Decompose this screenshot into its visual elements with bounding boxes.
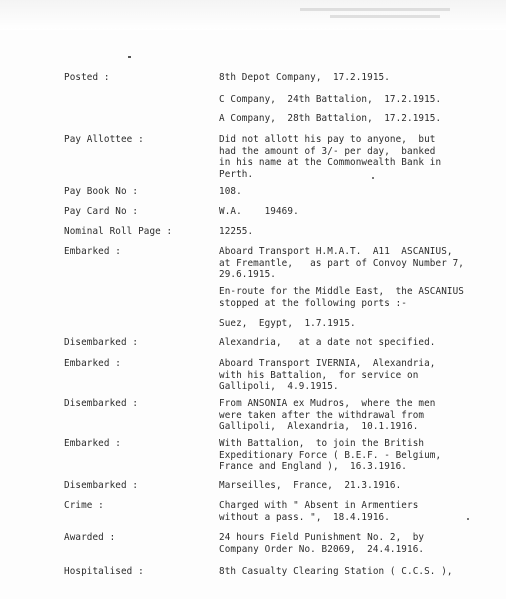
value-line: 12255.: [219, 226, 254, 237]
value-line: Aboard Transport IVERNIA, Alexandria,: [219, 358, 436, 369]
field-label: Awarded :: [64, 532, 116, 543]
field-label: Embarked :: [64, 358, 121, 369]
value-line: were taken after the withdrawal from: [219, 409, 425, 421]
value-line: Alexandria, at a date not specified.: [219, 337, 436, 348]
field-value: [219, 134, 441, 180]
stray-mark: [467, 518, 469, 520]
value-line: without a pass. ", 18.4.1916.: [219, 511, 390, 523]
value-line: 24 hours Field Punishment No. 2, by: [219, 532, 425, 543]
field-value: [219, 113, 441, 125]
value-line: Perth.: [219, 168, 254, 180]
value-line: 8th Depot Company, 17.2.1915.: [219, 72, 390, 83]
photocopy-top-edge: [0, 0, 506, 30]
value-line: Did not allott his pay to anyone, but: [219, 134, 436, 145]
field-label: Nominal Roll Page :: [64, 226, 173, 237]
stray-mark: [128, 56, 131, 58]
field-label: Disembarked :: [64, 480, 139, 491]
value-line: had the amount of 3/- per day, banked: [219, 145, 436, 157]
field-label: Pay Book No :: [64, 186, 139, 197]
field-value: [219, 318, 356, 330]
field-value: [219, 286, 464, 309]
value-line: From ANSONIA ex Mudros, where the men: [219, 398, 436, 409]
value-line: Suez, Egypt, 1.7.1915.: [219, 318, 356, 329]
value-line: Charged with " Absent in Armentiers: [219, 500, 419, 511]
value-line: at Fremantle, as part of Convoy Number 7,: [219, 257, 464, 269]
field-value: [219, 398, 436, 433]
value-line: 29.6.1915.: [219, 269, 276, 280]
value-line: Gallipoli, 4.9.1915.: [219, 381, 339, 392]
value-line: Expeditionary Force ( B.E.F. - Belgium,: [219, 449, 442, 461]
field-value: [219, 566, 453, 578]
field-value: [219, 246, 464, 281]
value-line: Marseilles, France, 21.3.1916.: [219, 480, 402, 491]
field-value: [219, 438, 441, 473]
field-value: [219, 186, 242, 198]
field-value: [219, 480, 401, 492]
field-value: [219, 358, 436, 393]
value-line: 108.: [219, 186, 242, 197]
value-line: Gallipoli, Alexandria, 10.1.1916.: [219, 421, 419, 432]
field-label: Embarked :: [64, 438, 121, 449]
value-line: En-route for the Middle East, the ASCANIUS: [219, 286, 464, 297]
value-line: With Battalion, to join the British: [219, 438, 425, 449]
field-label: Pay Card No :: [64, 206, 139, 217]
field-label: Crime :: [64, 500, 104, 511]
value-line: 8th Casualty Clearing Station ( C.C.S. ),: [219, 566, 453, 577]
field-value: [219, 94, 441, 106]
field-label: Disembarked :: [64, 337, 139, 348]
value-line: Company Order No. B2069, 24.4.1916.: [219, 543, 425, 555]
value-line: C Company, 24th Battalion, 17.2.1915.: [219, 94, 442, 105]
value-line: in his name at the Commonwealth Bank in: [219, 157, 442, 168]
field-label: Disembarked :: [64, 398, 139, 409]
field-label: Pay Allottee :: [64, 134, 144, 145]
value-line: France and England ), 16.3.1916.: [219, 461, 408, 472]
field-value: [219, 206, 299, 218]
value-line: with his Battalion, for service on: [219, 369, 419, 381]
field-label: Posted :: [64, 72, 110, 83]
field-value: [219, 226, 253, 238]
field-label: Hospitalised :: [64, 566, 144, 577]
field-value: [219, 72, 390, 84]
value-line: Aboard Transport H.M.A.T. A11 ASCANIUS,: [219, 246, 453, 257]
value-line: W.A. 19469.: [219, 206, 299, 217]
field-value: [219, 532, 424, 555]
field-label: Embarked :: [64, 246, 121, 257]
field-value: [219, 500, 418, 523]
value-line: stopped at the following ports :-: [219, 297, 408, 309]
field-value: [219, 337, 436, 349]
value-line: A Company, 28th Battalion, 17.2.1915.: [219, 113, 442, 124]
